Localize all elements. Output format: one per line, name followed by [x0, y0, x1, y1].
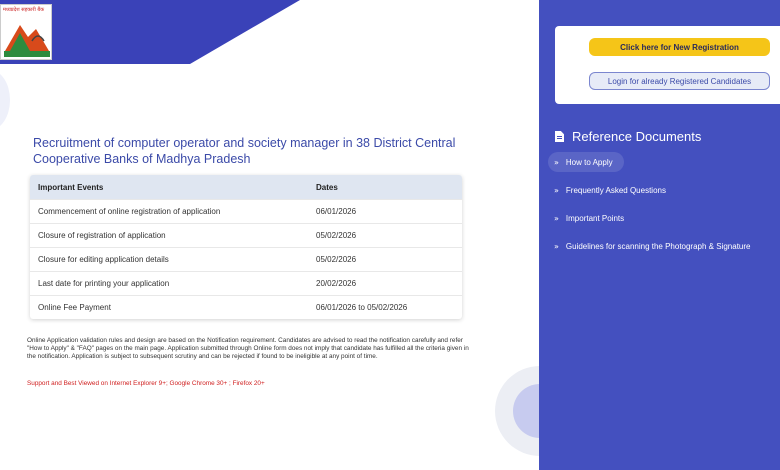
event-cell: Last date for printing your application	[38, 279, 170, 288]
table-row	[30, 223, 462, 247]
header-events: Important Events	[38, 182, 104, 192]
table-row	[30, 199, 462, 223]
link-label: Important Points	[565, 213, 625, 223]
reference-documents-label: Reference Documents	[572, 129, 702, 144]
event-cell: Closure of registration of application	[38, 231, 166, 240]
login-button[interactable]: Login for already Registered Candidates	[589, 72, 770, 90]
new-registration-button[interactable]: Click here for New Registration	[589, 38, 770, 56]
link-label: How to Apply	[565, 157, 613, 167]
table-row	[30, 271, 462, 295]
organization-logo	[0, 4, 52, 60]
date-cell: 06/01/2026	[316, 207, 357, 216]
table-row	[30, 247, 462, 271]
reference-documents-heading	[555, 129, 701, 144]
logo-emblem-icon	[2, 11, 52, 61]
date-cell: 20/02/2026	[316, 279, 357, 288]
table-row	[30, 295, 462, 319]
event-cell: Closure for editing application details	[38, 255, 169, 264]
events-table	[30, 175, 462, 319]
event-cell: Online Fee Payment	[38, 303, 111, 312]
document-icon	[555, 131, 564, 142]
event-cell: Commencement of online registration of application	[38, 207, 221, 216]
browser-support-text: Support and Best Viewed on Internet Explorer 9+; Google Chrome 30+ ; Firefox 20+	[27, 380, 265, 387]
header-dates: Dates	[316, 182, 338, 192]
reference-links	[548, 152, 780, 264]
chevron-double-right-icon: »	[554, 213, 559, 223]
link-scanning-guidelines[interactable]	[548, 236, 780, 256]
chevron-double-right-icon: »	[554, 157, 559, 167]
notice-text: Online Application validation rules and design are based on the Notification requirement. Candidates are advised to read the notification carefully and refer "How to Apply" & "FAQ" pages on the main page. Application submitted through Online form does not imply that candidate has fulfilled all the criteria given in the notification. Application is subject to subsequent scrutiny and can be rejected if found to be ineligible at any point of time.	[27, 337, 469, 360]
link-faq[interactable]	[548, 180, 780, 200]
decorative-shape	[0, 70, 10, 130]
link-label: Guidelines for scanning the Photograph & Signature	[565, 241, 751, 251]
chevron-double-right-icon: »	[554, 185, 559, 195]
date-cell: 06/01/2026 to 05/02/2026	[316, 303, 408, 312]
table-header	[30, 175, 462, 199]
logo-text: मध्यप्रदेश सहकारी बैंक	[3, 7, 45, 13]
date-cell: 05/02/2026	[316, 255, 357, 264]
date-cell: 05/02/2026	[316, 231, 357, 240]
page-title: Recruitment of computer operator and society manager in 38 District Central Cooperative Banks of Madhya Pradesh	[33, 136, 456, 166]
chevron-double-right-icon: »	[554, 241, 559, 251]
link-label: Frequently Asked Questions	[565, 185, 666, 195]
link-important-points[interactable]	[548, 208, 780, 228]
link-how-to-apply[interactable]	[548, 152, 624, 172]
